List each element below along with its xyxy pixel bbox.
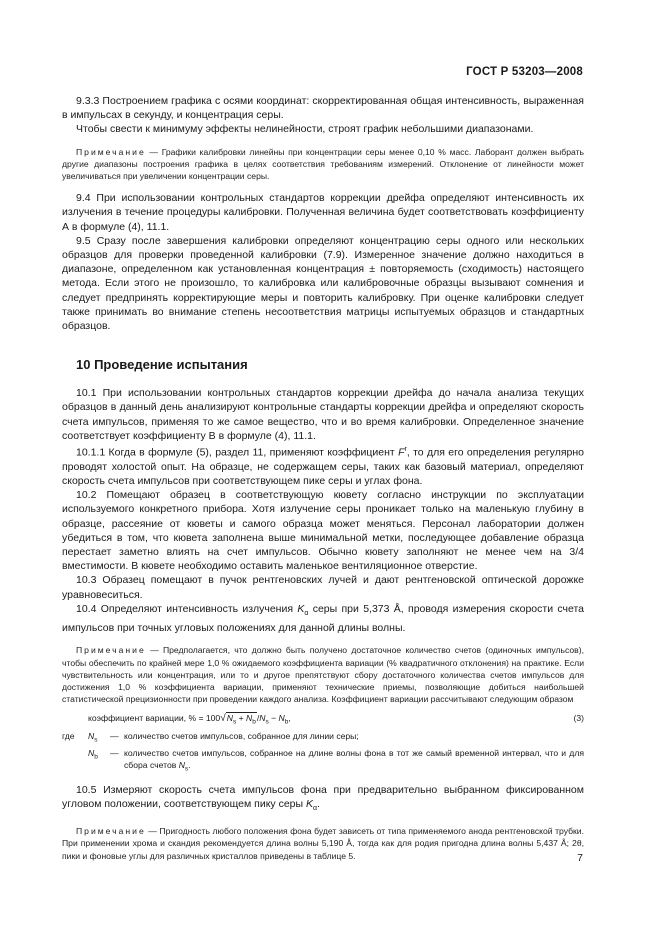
sym-nb2: N <box>278 713 285 724</box>
formula-coefficient-of-variation <box>62 711 584 725</box>
paragraph-10-4 <box>62 602 584 636</box>
note-background-position <box>62 825 584 862</box>
sym-ns2-sub: s <box>265 719 269 727</box>
legend-end: . <box>188 760 191 771</box>
legend-text: количество счетов импульсов, собранное для линии серы; <box>124 731 359 742</box>
formula-legend <box>62 730 584 775</box>
paragraph-10-5 <box>62 783 584 817</box>
legend-dash: — <box>110 748 119 759</box>
legend-dash: — <box>110 731 119 742</box>
symbol-k-sub: α <box>313 805 318 813</box>
page-content <box>62 94 584 862</box>
symbol-k-sub: α <box>304 609 309 617</box>
legend-sym-nb: N <box>88 748 95 759</box>
note-counts <box>62 644 584 705</box>
standard-header: ГОСТ Р 53203—2008 <box>466 66 583 78</box>
paragraph-nonlinearity: Чтобы свести к минимуму эффекты нелинейности, строят график небольшими диапазонами. <box>76 123 534 136</box>
paragraph-10-1: 10.1 При использовании контрольных стандартов коррекции дрейфа до начала анализа текущих образцов в данный день анализируют контрольные стандарты коррекции дрейфа и определяют скорость счета импульсов, применяя то же самое вещество, что и во время калибровки. Определенное значение соответствует коэффициенту В в формуле (4), 11.1. <box>62 387 584 442</box>
sym-end: , <box>288 713 291 724</box>
legend-where-word: где <box>62 731 75 742</box>
note-text: — Предполагается, что должно быть получено достаточное количество счетов (одиночных импульсов), чтобы обеспечить по крайней мере 1,0 % ожидаемого коэффициента вариации (% квадратичного отклонения) на практике. Если чувствительность или концентрация, или то и другое препятствуют сбору достаточного количества счетов импульсов для достижения 1,0 % коэффициента вариации, применяют технические приемы, позволяющие добиться наибольшей статистической прецизионности при проведении каждого анализа. Коэффициент вариации рассчитывают следующим образом <box>62 645 584 705</box>
sym-ns2: N <box>259 713 266 724</box>
legend-sym-ns-inline-sub: s <box>184 765 189 773</box>
note-text: — Графики калибровки линейны при концентрации серы менее 0,10 % масс. Лаборант должен выбрать другие диапазоны построения графика в целях соответствия требованиям измерений. Отклонение от линейности может увеличиваться при увеличении концентрации серы. <box>62 146 584 182</box>
legend-row-ns <box>62 730 584 747</box>
legend-sym-ns-sub: s <box>94 737 98 745</box>
legend-row-nb <box>62 747 584 776</box>
p9-text-a: 10.4 Определяют интенсивность излучения <box>76 602 298 615</box>
p9-text-b: серы при 5,373 Å, проводя измерения скорости счета импульсов при точных угловых положениях для данной длины волны. <box>62 602 584 635</box>
symbol-f-sup: r <box>404 446 407 454</box>
sym-plus: + <box>236 713 246 724</box>
legend-text <box>124 747 584 776</box>
p6-text-b: , то для его определения регулярно проводят холостой опыт. На образце, не содержащем серы, таких как базовый материал, определяют скорость счета импульсов при соответствующем пике серы и углах фона. <box>62 446 584 487</box>
sym-nb2-sub: b <box>284 719 289 727</box>
note-text: — Пригодность любого положения фона будет зависеть от типа применяемого анода рентгеновской трубки. При применении хрома и скандия рекомендуется длина волны 5,190 Å, тогда как для родия пригодна длина волны 5,437 Å; 2θ, пики и фоновые углы для различных кристаллов приведены в таблице 5. <box>62 826 584 861</box>
legend-text-a: количество счетов импульсов, собранное на длине волны фона в тот же самый временной интервал, что и для сбора счетов <box>124 748 584 771</box>
sym-ns: N <box>226 713 233 724</box>
paragraph-9-4: 9.4 При использовании контрольных стандартов коррекции дрейфа определяют интенсивность их излучения в течение процедуры калибровки. Полученная величина будет соответствовать коэффициенту А в формуле (4), 11.1. <box>62 192 584 233</box>
note-label: Примечание <box>76 146 146 157</box>
paragraph-9-5: 9.5 Сразу после завершения калибровки определяют концентрацию серы одного или нескольких образцов для проверки проведенной калибровки (7.9). Измеренное значение должно находиться в диапазоне, определенном как установленная концентрация ± повторяемость (сходимость) настоящего метода. Если этого не произошло, то калибровка или калибровочные образцы вызывают сомнения и следует предпринять корректирующие меры и повторить калибровку. При оценке калибровки следует также принимать во внимание степень несоответствия матрицы испытуемых образцов и стандартных образцов. <box>62 234 584 333</box>
section-title: 10 Проведение испытания <box>76 357 248 373</box>
note-label: Примечание <box>76 645 146 656</box>
formula-label: коэффициент вариации, % = 100 <box>88 713 221 724</box>
formula-expression: коэффициент вариации, % = $100√N_s + N_b/N_s - N_b$, <box>88 713 291 727</box>
legend-sym-ns-inline: N <box>178 760 185 771</box>
note-label: Примечание <box>76 826 146 837</box>
p10-text-a: 10.5 Измеряют скорость счета импульсов фона при предварительно выбранном фиксированном угловом положении, соответствующем пику серы <box>62 783 584 810</box>
symbol-k: K <box>297 602 305 615</box>
paragraph-10-2: 10.2 Помещают образец в соответствующую кювету согласно инструкции по эксплуатации используемого конкретного прибора. Хотя излучение серы проникает только на маленькую глубину в образце, рассеяние от кюветы и самого образца может меняться. Персонал лаборатории должен убедиться в том, что кювета заполнена выше минимальной метки, последующее добавление образца перестает заметно влиять на счет импульсов. Обычно кювету заполняют не менее чем на 3/4 вместимости. В кювете необходимо оставить маленькое вентиляционное отверстие. <box>62 489 584 573</box>
sym-ns-sub: s <box>232 719 237 727</box>
note-calibration-linearity <box>62 146 584 183</box>
legend-sym-ns: N <box>88 731 95 742</box>
sym-minus: − <box>268 713 279 724</box>
legend-spacer <box>62 747 88 776</box>
paragraph-10-3: 10.3 Образец помещают в пучок рентгеновских лучей и дают рентгеновской оптической дорожке уравновеситься. <box>62 574 584 601</box>
p10-text-b: . <box>317 797 320 810</box>
legend-sym-nb-sub: b <box>94 753 98 761</box>
formula-number: (3) <box>573 713 584 724</box>
paragraph-10-1-1 <box>62 443 584 488</box>
p6-text-a: 10.1.1 Когда в формуле (5), раздел 11, применяют коэффициент <box>76 446 399 459</box>
sym-nb: N <box>245 713 253 724</box>
symbol-k: K <box>305 797 313 810</box>
paragraph-9-3-3: 9.3.3 Построением графика с осями координат: скорректированная общая интенсивность, выраженная в импульсах в секунду, и концентрация серы. <box>62 95 584 122</box>
symbol-f: F <box>398 446 405 459</box>
sym-nb-sub: b <box>252 719 256 727</box>
formula-sqrt <box>226 712 260 727</box>
sym-div: / <box>256 713 260 724</box>
page-number: 7 <box>577 852 583 864</box>
legend-symbol <box>88 730 110 747</box>
legend-symbol <box>88 747 110 776</box>
